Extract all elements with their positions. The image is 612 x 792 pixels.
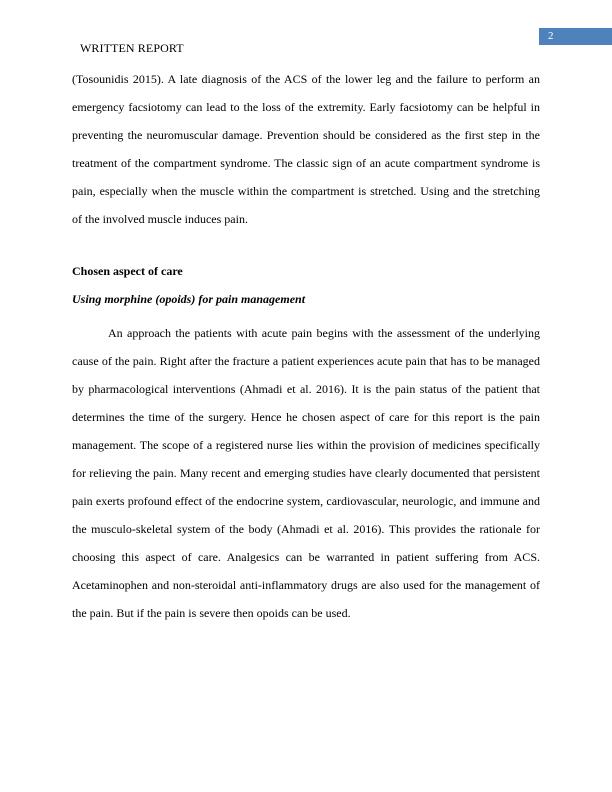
subsection-heading: Using morphine (opoids) for pain management — [72, 292, 306, 306]
header-rule — [539, 44, 612, 45]
body-paragraph-1: (Tosounidis 2015). A late diagnosis of the ACS of the lower leg and the failure to perform an emergency facsiotomy can lead to the loss of the extremity. Early facsiotomy can be helpful in preventing the neuromuscular damage. Prevention should be considered as the first step in the treatment of the compartment syndrome. The classic sign of an acute compartment syndrome is pain, especially when the muscle within the compartment is stretched. Using and the stretching of the involved muscle induces pain. — [72, 72, 540, 226]
body-paragraph-2: An approach the patients with acute pain begins with the assessment of the underlying cause of the pain. Right after the fracture a patient experiences acute pain that has to be managed by pharmacological interventions (Ahmadi et al. 2016). It is the pain status of the patient that determines the time of the surgery. Hence he chosen aspect of care for this report is the pain management. The scope of a registered nurse lies within the provision of medicines specifically for relieving the pain. Many recent and emerging studies have clearly documented that persistent pain exerts profound effect of the endocrine system, cardiovascular, neurologic, and immune and the musculo-skeletal system of the body (Ahmadi et al. 2016). This provides the rationale for choosing this aspect of care. Analgesics can be warranted in patient suffering from ACS. Acetaminophen and non-steroidal anti-inflammatory drugs are also used for the management of the pain. But if the pain is severe then opoids can be used. — [72, 326, 540, 620]
document-body — [72, 65, 540, 627]
page-number: 2 — [539, 28, 612, 44]
running-head: WRITTEN REPORT — [80, 41, 184, 55]
section-heading: Chosen aspect of care — [72, 264, 183, 278]
